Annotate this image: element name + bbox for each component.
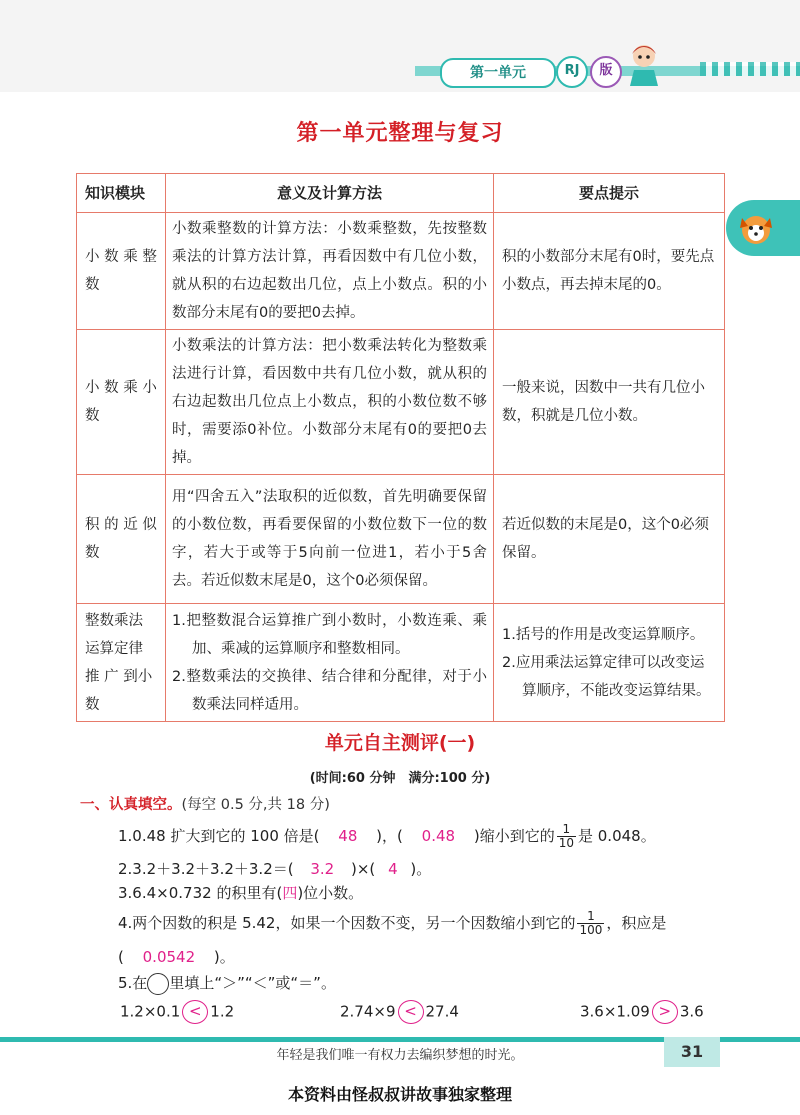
q2-text-c: )。 <box>410 860 432 878</box>
row-tip: 一般来说，因数中一共有几位小数，积就是几位小数。 <box>494 330 725 475</box>
compare-right: 1.2 <box>210 1002 235 1021</box>
fraction-denominator: 10 <box>558 836 574 850</box>
compare-item <box>580 1000 704 1024</box>
q4-text-b: ，积应是 <box>606 914 667 932</box>
compare-answer: < <box>398 1000 424 1024</box>
header-checker-pattern <box>700 62 800 76</box>
test-subtitle: (时间:60 分钟 满分:100 分) <box>309 771 491 786</box>
table-row <box>77 330 725 475</box>
q3-text-a: 3.6.4×0.732 的积里有( <box>118 884 283 902</box>
row-method: 小数乘法的计算方法：把小数乘法转化为整数乘法进行计算，看因数中共有几位小数，就从积的右边起数出几位点上小数点，积的小数位数不够时，需要添0补位。小数部分末尾有0的要把0去掉。 <box>166 330 494 475</box>
list-item: 2.应用乘法运算定律可以改变运算顺序，不能改变运算结果。 <box>502 654 711 699</box>
q5-text-a: 5.在 <box>118 974 148 992</box>
q1-text-a: 1.0.48 扩大到它的 100 倍是( <box>118 827 320 845</box>
q1-answer-1: 48 <box>338 827 358 845</box>
page-number: 31 <box>664 1037 720 1067</box>
question-1 <box>118 823 656 850</box>
q3-text-b: )位小数。 <box>297 884 364 902</box>
q4-fraction <box>577 910 604 937</box>
section-heading <box>80 793 330 814</box>
edition-badge-ban: 版 <box>590 56 622 88</box>
q4-answer: 0.0542 <box>142 948 196 966</box>
q2-answer-2: 4 <box>388 860 398 878</box>
fox-mascot-icon <box>736 206 776 250</box>
fraction-denominator: 100 <box>579 923 603 937</box>
q2-text-b: )×( <box>351 860 376 878</box>
section-heading-label: 一、认真填空。 <box>80 797 182 813</box>
q1-answer-2: 0.48 <box>421 827 456 845</box>
compare-left: 2.74×9 <box>340 1002 396 1021</box>
compare-left: 3.6×1.09 <box>580 1002 650 1021</box>
header-band <box>0 0 800 92</box>
edition-badge-rj: RJ <box>556 56 588 88</box>
table-header-row <box>77 174 725 213</box>
list-item: 1.括号的作用是改变运算顺序。 <box>502 626 705 643</box>
compare-right: 3.6 <box>679 1002 704 1021</box>
question-5 <box>118 972 336 995</box>
q1-text-c: )缩小到它的 <box>473 827 555 845</box>
compare-answer: > <box>652 1000 678 1024</box>
list-item: 1.把整数混合运算推广到小数时，小数连乘、乘加、乘减的运算顺序和整数相同。 <box>172 612 487 657</box>
header-cell-tips: 要点提示 <box>494 174 725 213</box>
page-title: 第一单元整理与复习 <box>296 121 504 146</box>
watermark-text: 本资料由怪叔叔讲故事独家整理 <box>287 1085 512 1104</box>
row-tip: 若近似数的末尾是0，这个0必须保留。 <box>494 475 725 604</box>
review-table <box>76 173 725 722</box>
header-cell-method: 意义及计算方法 <box>166 174 494 213</box>
mascot-girl-icon <box>622 40 666 88</box>
question-2 <box>118 858 431 879</box>
question-4-cont <box>118 946 235 967</box>
table-row <box>77 475 725 604</box>
q4-text-d: )。 <box>213 948 235 966</box>
q1-text-d: 是 0.048。 <box>577 827 656 845</box>
question-4 <box>118 910 666 937</box>
q2-text-a: 2.3.2＋3.2＋3.2＋3.2＝( <box>118 860 294 878</box>
row-tip: 积的小数部分末尾有0时，要先点小数点，再去掉末尾的0。 <box>494 213 725 330</box>
compare-right: 27.4 <box>425 1002 459 1021</box>
row-label: 小 数 乘 整数 <box>77 213 166 330</box>
compare-item <box>340 1000 459 1024</box>
row-method: 小数乘整数的计算方法：小数乘整数，先按整数乘法的计算方法计算，再看因数中有几位小数，就从积的右边起数出几位，点上小数点。积的小数部分末尾有0的要把0去掉。 <box>166 213 494 330</box>
row-label: 整数乘法运算定律推 广 到小数 <box>77 604 166 722</box>
question-3 <box>118 882 363 903</box>
q4-text-a: 4.两个因数的积是 5.42，如果一个因数不变，另一个因数缩小到它的 <box>118 914 576 932</box>
list-item: 2.整数乘法的交换律、结合律和分配律，对于小数乘法同样适用。 <box>172 668 487 713</box>
q2-answer-1: 3.2 <box>310 860 335 878</box>
q1-text-b: )，( <box>376 827 403 845</box>
row-label: 小 数 乘 小数 <box>77 330 166 475</box>
q3-answer: 四 <box>282 884 298 902</box>
q1-fraction <box>557 823 576 850</box>
table-row <box>77 604 725 722</box>
row-method-list <box>166 604 494 722</box>
row-method: 用“四舍五入”法取积的近似数，首先明确要保留的小数位数，再看要保留的小数位数下一位的数字，若大于或等于5向前一位进1，若小于5舍去。若近似数末尾是0，这个0必须保留。 <box>166 475 494 604</box>
compare-left: 1.2×0.1 <box>120 1002 181 1021</box>
table-row <box>77 213 725 330</box>
q5-text-b: 里填上“＞”“＜”或“＝”。 <box>169 974 336 992</box>
section-heading-note: (每空 0.5 分,共 18 分) <box>181 797 330 813</box>
fraction-numerator: 1 <box>557 823 576 837</box>
fraction-numerator: 1 <box>577 910 604 924</box>
test-title: 单元自主测评(一) <box>324 732 476 754</box>
row-tip-list <box>494 604 725 722</box>
unit-label: 第一单元 <box>440 58 556 88</box>
footer-motto: 年轻是我们唯一有权力去编织梦想的时光。 <box>276 1048 524 1063</box>
q4-text-c: ( <box>118 948 124 966</box>
blank-circle-icon <box>147 973 169 995</box>
row-label: 积 的 近 似数 <box>77 475 166 604</box>
side-tab <box>726 200 800 256</box>
compare-answer: < <box>182 1000 208 1024</box>
compare-item <box>120 1000 234 1024</box>
header-cell-module: 知识模块 <box>77 174 166 213</box>
